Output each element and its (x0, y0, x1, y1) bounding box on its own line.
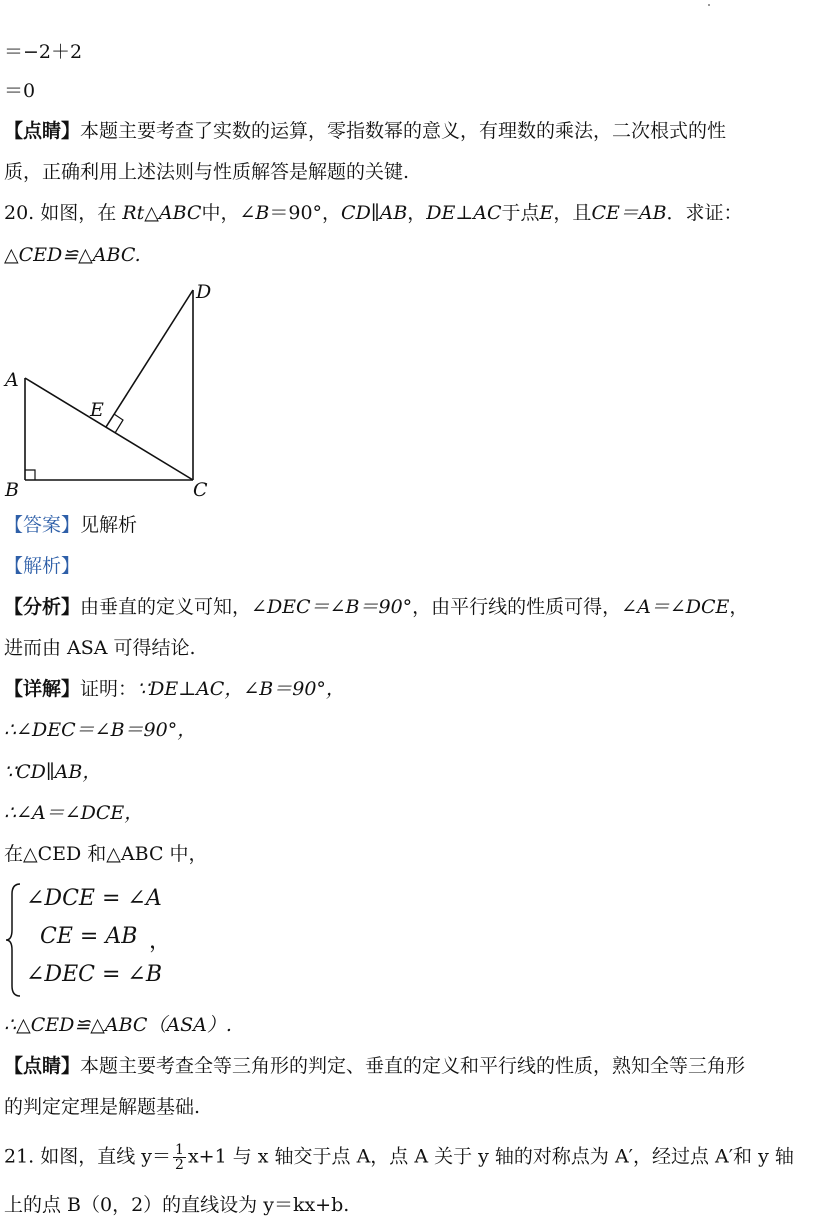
q21-line-1 (4, 1143, 823, 1172)
q21-line-2: 上的点 B（0，2）的直线设为 y＝kx+b. (4, 1194, 350, 1216)
stem-text: ＝90°， (269, 202, 342, 224)
proof-step: ∵DE⊥AC，∠B＝90°， (137, 678, 345, 700)
ce-equals-ab: CE＝AB (591, 202, 667, 224)
proof-step: ∵CD∥AB， (4, 761, 102, 783)
note-tag: 【点睛】 (4, 120, 81, 142)
system-comma: ， (149, 929, 172, 954)
proof-label: 证明： (80, 678, 138, 700)
de-perp-ac: DE⊥AC (426, 202, 502, 224)
right-angle-e (114, 414, 123, 433)
stem-text: 于点 (501, 202, 540, 224)
system-eq-2: CE = AB (40, 924, 138, 949)
q20-note-line-2: 的判定定理是解题基础. (4, 1096, 201, 1118)
fraction-numerator: 1 (175, 1142, 184, 1158)
q20-note-line-1 (4, 1054, 823, 1078)
angle-b: B (255, 202, 270, 224)
fenxi-expr: ∠A＝∠DCE (621, 596, 730, 618)
fenxi-line-2: 进而由 ASA 可得结论. (4, 637, 196, 659)
question-number: 21. (4, 1145, 35, 1168)
q19-note-line-2: 质，正确利用上述法则与性质解答是解题的关键. (4, 161, 410, 183)
note-tag: 【点睛】 (4, 1055, 81, 1077)
fenxi-expr: ∠DEC＝∠B＝90° (251, 596, 413, 618)
rt-triangle: Rt△ABC (122, 202, 202, 224)
conclusion-line: ∴△CED≌△ABC（ASA）. (4, 1014, 232, 1036)
stem-text: ，且 (553, 202, 592, 224)
stem-text: ．求证： (666, 202, 743, 224)
answer-text: 见解析 (80, 514, 138, 536)
stem-text: ， (407, 202, 427, 224)
geometry-figure (0, 280, 240, 500)
label-e: E (90, 399, 104, 421)
q20-stem (4, 201, 823, 225)
system-eq-3: ∠DEC = ∠B (26, 962, 162, 987)
scan-dot (708, 4, 710, 6)
segment-ac (25, 378, 193, 480)
fenxi-text: ，由平行线的性质可得， (412, 596, 622, 618)
note-text: 本题主要考查了实数的运算，零指数幂的意义，有理数的乘法，二次根式的性 (80, 120, 727, 142)
calc-line-1: ＝−2＋2 (4, 41, 83, 63)
note-text: 本题主要考查全等三角形的判定、垂直的定义和平行线的性质，熟知全等三角形 (80, 1055, 746, 1077)
proof-step: ∴∠DEC＝∠B＝90°， (4, 719, 197, 741)
fenxi-line-1 (4, 595, 823, 619)
system-eq-1: ∠DCE = ∠A (26, 886, 162, 911)
proof-step: 在△CED 和△ABC 中， (4, 843, 208, 865)
analysis-tag: 【解析】 (4, 555, 81, 577)
answer-tag: 【答案】 (4, 514, 81, 536)
fraction-denominator: 2 (175, 1157, 184, 1173)
right-angle-b (25, 470, 35, 480)
stem-text: 中，∠ (201, 202, 256, 224)
detail-line-1 (4, 677, 823, 701)
label-d: D (196, 281, 212, 303)
fenxi-text: ， (729, 596, 749, 618)
answer-line (4, 513, 823, 537)
point-e: E (539, 202, 554, 224)
proof-step: ∴∠A＝∠DCE， (4, 802, 144, 824)
q20-prove-line: △CED≌△ABC. (4, 244, 141, 266)
fenxi-text: 由垂直的定义可知， (80, 596, 252, 618)
equation-system (4, 880, 224, 1000)
cd-parallel-ab: CD∥AB (341, 202, 408, 224)
fenxi-tag: 【分析】 (4, 596, 81, 618)
detail-tag: 【详解】 (4, 678, 81, 700)
segment-de (106, 290, 193, 427)
label-a: A (5, 369, 19, 391)
calc-line-2: ＝0 (4, 80, 36, 102)
q19-note-line-1 (4, 119, 823, 143)
q21-text: x+1 与 x 轴交于点 A，点 A 关于 y 轴的对称点为 A′，经过点 A′和 y 轴 (187, 1145, 794, 1168)
question-number: 20. (4, 202, 35, 224)
q21-text: 如图，直线 y＝ (40, 1145, 172, 1168)
fraction (173, 1143, 186, 1172)
label-c: C (193, 479, 208, 500)
left-brace (4, 880, 24, 1000)
stem-text: 如图，在 (40, 202, 117, 224)
label-b: B (5, 479, 19, 500)
